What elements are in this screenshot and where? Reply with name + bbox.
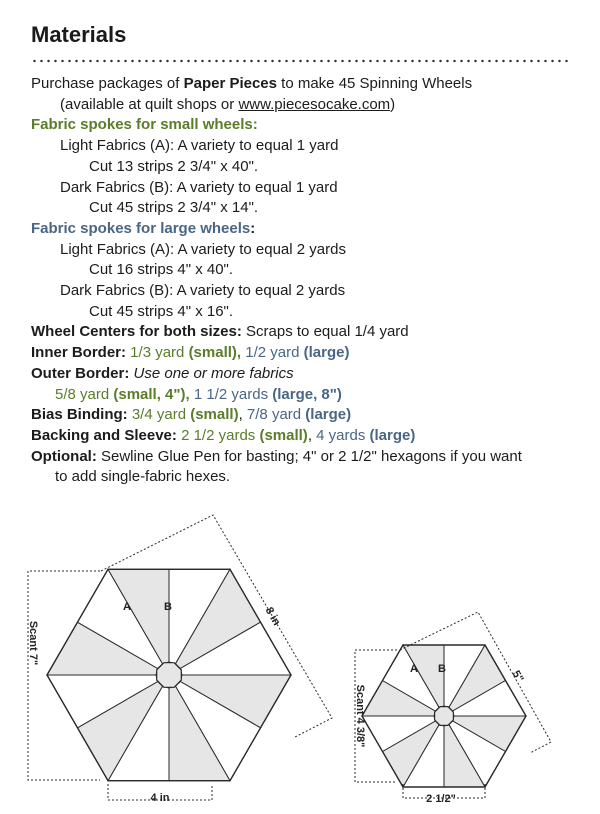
large-dark-fabrics: Dark Fabrics (B): A variety to equal 2 yards xyxy=(60,282,346,300)
backing-line xyxy=(31,426,586,447)
large-wheel-center-octagon xyxy=(157,663,182,688)
inner-border-large-qty: 1/2 yard xyxy=(241,344,304,362)
availability-text: (available at quilt shops or xyxy=(60,95,239,113)
small-dark-cut: Cut 45 strips 2 3/4" x 14". xyxy=(89,199,259,217)
outer-border-quantities xyxy=(31,385,586,406)
small-dark-fabrics: Dark Fabrics (B): A variety to equal 1 yard xyxy=(60,178,338,196)
backing-large-qty: 4 yards xyxy=(316,426,370,444)
bias-binding-small-qty: 3/4 yard xyxy=(127,406,191,424)
bias-binding-large-tag: (large) xyxy=(305,406,352,424)
outer-border-label: Outer Border: xyxy=(31,364,130,382)
wheel-centers-value: Scraps to equal 1/4 yard xyxy=(241,323,409,341)
large-wheels-heading-text: Fabric spokes for large wheels xyxy=(31,219,251,237)
page-title: Materials xyxy=(31,22,127,47)
large-dim-height: Scant 7" xyxy=(27,620,39,666)
intro-prefix: Purchase packages of xyxy=(31,75,184,92)
bias-binding-large-qty: 7/8 yard xyxy=(246,406,306,424)
optional-continuation: to add single-fabric hexes. xyxy=(55,468,231,486)
backing-separator: , xyxy=(307,426,317,444)
backing-small-tag: (small) xyxy=(259,426,308,444)
large-light-cut: Cut 16 strips 4" x 40". xyxy=(89,261,234,279)
small-dim-diagonal: 5" xyxy=(509,668,526,685)
dotted-divider xyxy=(31,59,571,63)
wheel-centers-line xyxy=(31,322,586,343)
intro-line xyxy=(31,74,586,95)
materials-list xyxy=(31,74,586,488)
outer-border-line xyxy=(31,364,586,385)
backing-large-tag: (large) xyxy=(369,426,416,444)
small-wheel-center-octagon xyxy=(435,707,454,726)
inner-border-small-qty: 1/3 yard xyxy=(126,344,189,362)
bias-binding-label: Bias Binding: xyxy=(31,406,128,424)
bias-binding-line xyxy=(31,405,586,426)
website-link[interactable]: www.piecesocake.com xyxy=(238,95,391,113)
large-wheels-heading-colon: : xyxy=(250,219,256,237)
inner-border-large-tag: (large) xyxy=(303,344,350,362)
small-dim-side: 2 1/2" xyxy=(426,793,456,805)
bias-binding-small-tag: (small) xyxy=(190,406,239,424)
wheel-centers-label: Wheel Centers for both sizes: xyxy=(31,323,242,341)
spinning-wheel-diagram xyxy=(0,500,600,814)
small-label-a: A xyxy=(410,663,418,675)
outer-border-small-qty: 5/8 yard xyxy=(55,385,114,403)
large-dim-side: 4 in xyxy=(150,792,170,804)
large-dark-cut: Cut 45 strips 4" x 16". xyxy=(89,302,234,320)
large-dim-diagonal: 8 in xyxy=(262,605,283,628)
small-light-cut: Cut 13 strips 2 3/4" x 40". xyxy=(89,157,259,175)
outer-border-note: Use one or more fabrics xyxy=(129,364,294,382)
small-wheels-heading: Fabric spokes for small wheels: xyxy=(31,116,258,134)
availability-line xyxy=(31,95,586,116)
product-name: Paper Pieces xyxy=(183,75,277,92)
availability-close: ) xyxy=(390,95,396,113)
large-light-fabrics: Light Fabrics (A): A variety to equal 2 yards xyxy=(60,240,346,258)
inner-border-small-tag: (small), xyxy=(188,344,242,362)
small-label-b: B xyxy=(438,663,446,675)
large-label-a: A xyxy=(123,601,131,613)
intro-suffix: to make 45 Spinning Wheels xyxy=(277,75,473,92)
large-label-b: B xyxy=(164,601,172,613)
outer-border-small-tag: (small, 4"), xyxy=(113,385,190,403)
optional-line xyxy=(31,447,586,468)
small-dim-height: Scant 4 3/8" xyxy=(354,684,366,748)
outer-border-large-tag: (large, 8") xyxy=(272,385,342,403)
backing-label: Backing and Sleeve: xyxy=(31,426,177,444)
backing-small-qty: 2 1/2 yards xyxy=(176,426,260,444)
optional-label: Optional: xyxy=(31,447,97,465)
outer-border-large-qty: 1 1/2 yards xyxy=(189,385,273,403)
inner-border-label: Inner Border: xyxy=(31,344,127,362)
optional-text: Sewline Glue Pen for basting; 4" or 2 1/2" hexagons if you want xyxy=(96,447,522,465)
small-light-fabrics: Light Fabrics (A): A variety to equal 1 yard xyxy=(60,137,339,155)
large-wheels-heading xyxy=(31,219,586,240)
inner-border-line xyxy=(31,343,586,364)
bias-binding-separator: , xyxy=(238,406,247,424)
